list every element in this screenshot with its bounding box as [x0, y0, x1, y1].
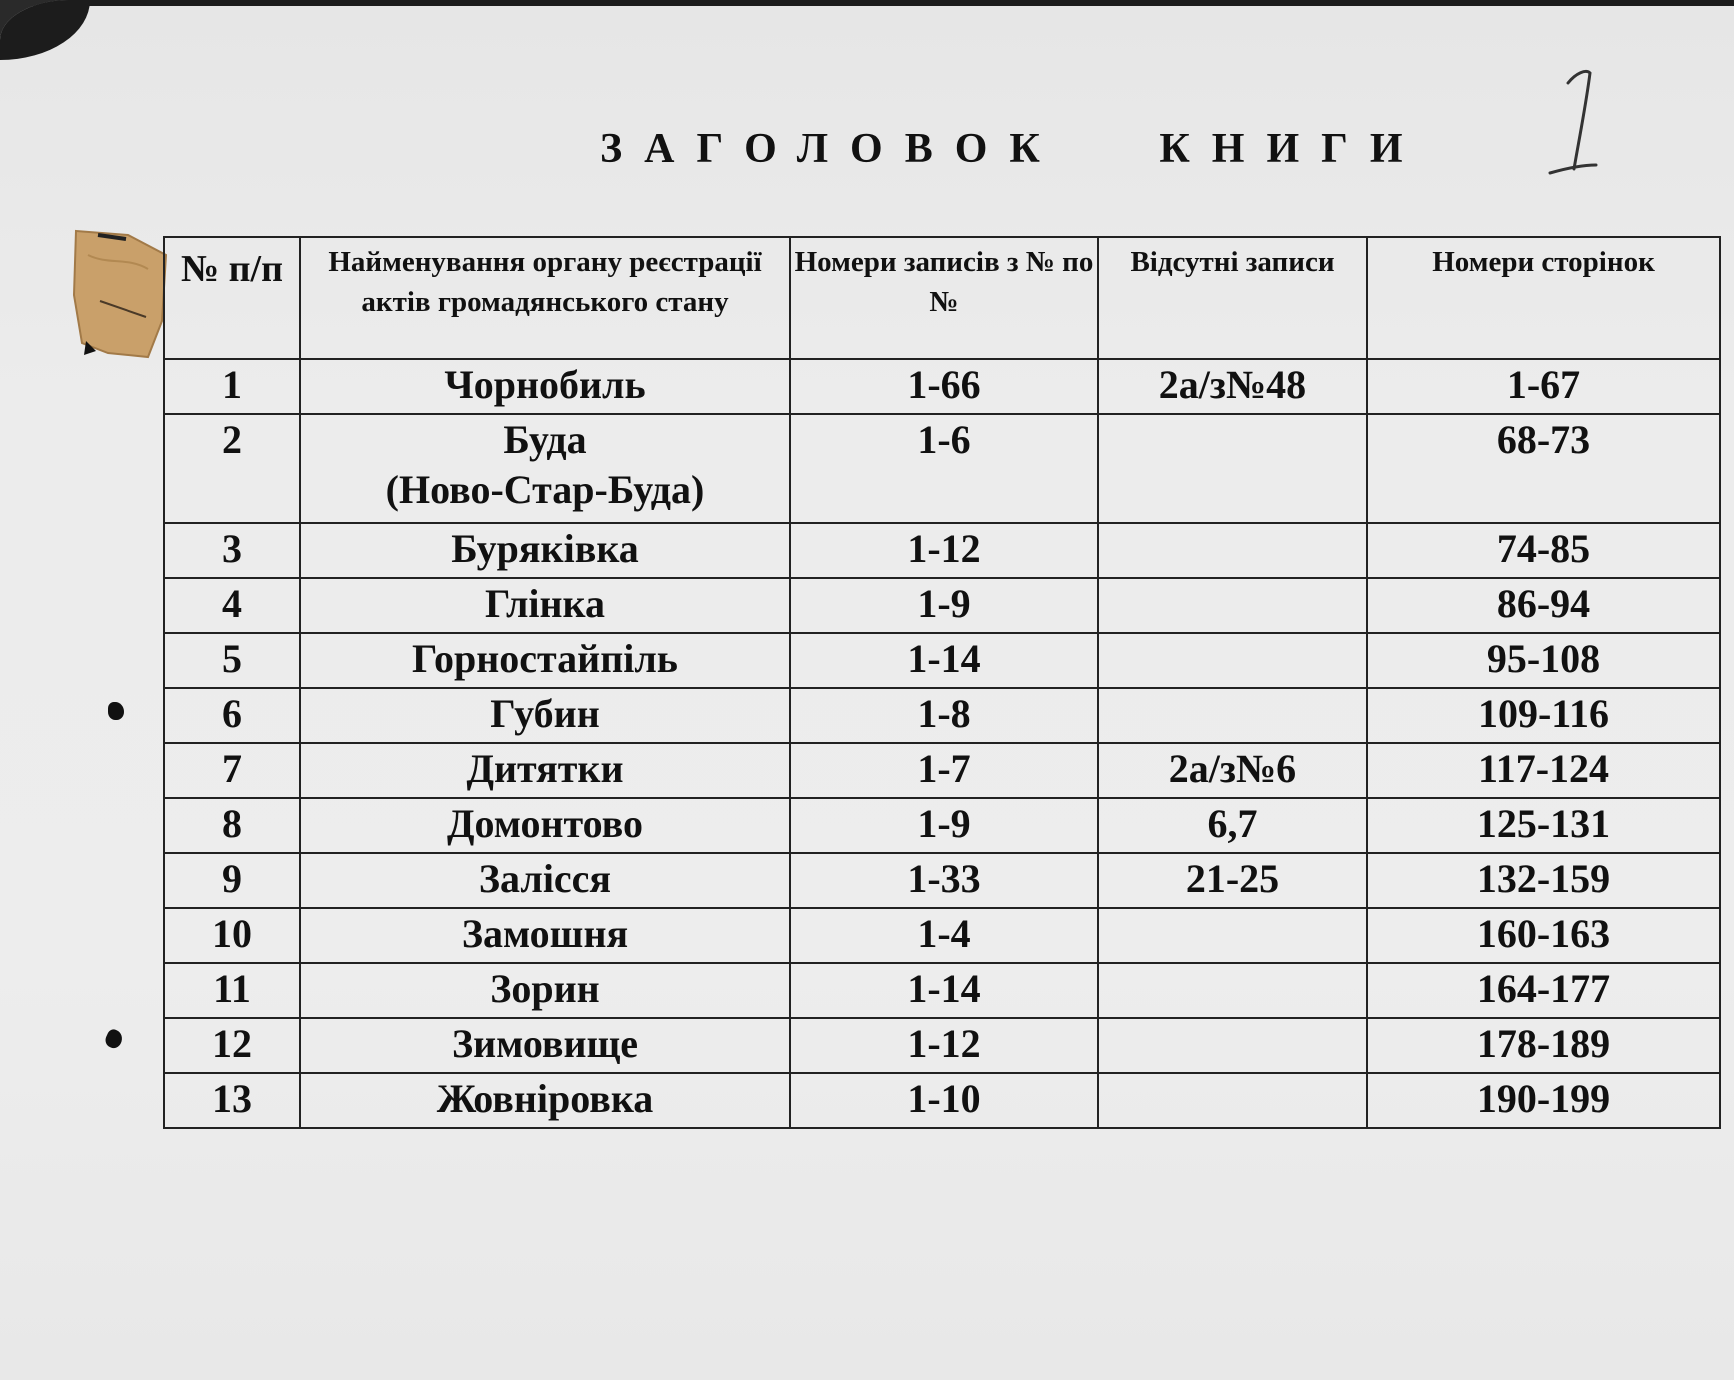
- row-number: 2: [164, 414, 300, 523]
- table-row: [164, 743, 1720, 798]
- table-row: [164, 688, 1720, 743]
- row-name: Горностайпіль: [300, 633, 790, 688]
- row-name: Жовніровка: [300, 1073, 790, 1128]
- row-missing: [1098, 633, 1367, 688]
- document-title: ЗАГОЛОВОК КНИГИ: [600, 126, 1425, 172]
- row-missing: 2а/з№6: [1098, 743, 1367, 798]
- row-missing: [1098, 578, 1367, 633]
- table-row: [164, 798, 1720, 853]
- row-pages: 164-177: [1367, 963, 1720, 1018]
- header-row: [164, 237, 1720, 359]
- row-name-cell: [300, 414, 790, 523]
- scan-top-edge: [0, 0, 1734, 6]
- header-record-numbers: Номери записів з № по №: [790, 237, 1098, 359]
- row-missing: 6,7: [1098, 798, 1367, 853]
- table-row: [164, 963, 1720, 1018]
- row-records: 1-10: [790, 1073, 1098, 1128]
- row-pages: 109-116: [1367, 688, 1720, 743]
- table-row: [164, 578, 1720, 633]
- row-name: Губин: [300, 688, 790, 743]
- row-records: 1-9: [790, 798, 1098, 853]
- row-missing: [1098, 414, 1367, 523]
- header-page-numbers: Номери сторінок: [1367, 237, 1720, 359]
- table-row: [164, 1018, 1720, 1073]
- row-name: Зимовище: [300, 1018, 790, 1073]
- row-number: 12: [164, 1018, 300, 1073]
- header-number: № п/п: [164, 237, 300, 359]
- scan-corner-shadow: [0, 0, 90, 60]
- row-name: Буряківка: [300, 523, 790, 578]
- row-name: Чорнобиль: [300, 359, 790, 414]
- row-missing: 2а/з№48: [1098, 359, 1367, 414]
- row-records: 1-66: [790, 359, 1098, 414]
- table-row: [164, 523, 1720, 578]
- table-row: [164, 414, 1720, 523]
- row-name: Глінка: [300, 578, 790, 633]
- row-number: 8: [164, 798, 300, 853]
- row-missing: [1098, 688, 1367, 743]
- row-pages: 132-159: [1367, 853, 1720, 908]
- row-records: 1-14: [790, 633, 1098, 688]
- row-records: 1-6: [790, 414, 1098, 523]
- row-number: 7: [164, 743, 300, 798]
- table-row: [164, 853, 1720, 908]
- row-pages: 125-131: [1367, 798, 1720, 853]
- row-records: 1-12: [790, 523, 1098, 578]
- row-pages: 74-85: [1367, 523, 1720, 578]
- row-number: 6: [164, 688, 300, 743]
- register-table: [163, 236, 1721, 1129]
- header-registry-name: Найменування органу реєстрації актів громадянського стану: [300, 237, 790, 359]
- row-name: Дитятки: [300, 743, 790, 798]
- row-missing: [1098, 908, 1367, 963]
- punch-hole: [103, 1027, 125, 1050]
- row-records: 1-8: [790, 688, 1098, 743]
- row-pages: 190-199: [1367, 1073, 1720, 1128]
- row-name-subtitle: (Ново-Стар-Буда): [385, 467, 705, 512]
- table-row: [164, 1073, 1720, 1128]
- row-records: 1-7: [790, 743, 1098, 798]
- row-records: 1-14: [790, 963, 1098, 1018]
- handwritten-page-number: [1530, 65, 1610, 185]
- row-pages: 86-94: [1367, 578, 1720, 633]
- row-name: Зорин: [300, 963, 790, 1018]
- row-records: 1-12: [790, 1018, 1098, 1073]
- row-pages: 1-67: [1367, 359, 1720, 414]
- row-name: Залісся: [300, 853, 790, 908]
- row-missing: 21-25: [1098, 853, 1367, 908]
- row-missing: [1098, 523, 1367, 578]
- row-pages: 95-108: [1367, 633, 1720, 688]
- row-number: 4: [164, 578, 300, 633]
- row-missing: [1098, 1018, 1367, 1073]
- row-records: 1-33: [790, 853, 1098, 908]
- row-number: 5: [164, 633, 300, 688]
- row-records: 1-4: [790, 908, 1098, 963]
- header-missing-records: Відсутні записи: [1098, 237, 1367, 359]
- row-records: 1-9: [790, 578, 1098, 633]
- row-pages: 68-73: [1367, 414, 1720, 523]
- paper-tape-patch: [68, 225, 172, 365]
- punch-hole: [108, 702, 124, 720]
- row-number: 3: [164, 523, 300, 578]
- row-pages: 178-189: [1367, 1018, 1720, 1073]
- row-number: 10: [164, 908, 300, 963]
- table-row: [164, 359, 1720, 414]
- row-name: Домонтово: [300, 798, 790, 853]
- row-missing: [1098, 1073, 1367, 1128]
- table-row: [164, 633, 1720, 688]
- table-row: [164, 908, 1720, 963]
- row-number: 11: [164, 963, 300, 1018]
- handwritten-one-icon: [1530, 65, 1610, 185]
- row-number: 1: [164, 359, 300, 414]
- row-number: 9: [164, 853, 300, 908]
- row-name: Буда: [503, 417, 587, 462]
- row-pages: 160-163: [1367, 908, 1720, 963]
- row-name: Замошня: [300, 908, 790, 963]
- row-pages: 117-124: [1367, 743, 1720, 798]
- row-missing: [1098, 963, 1367, 1018]
- row-number: 13: [164, 1073, 300, 1128]
